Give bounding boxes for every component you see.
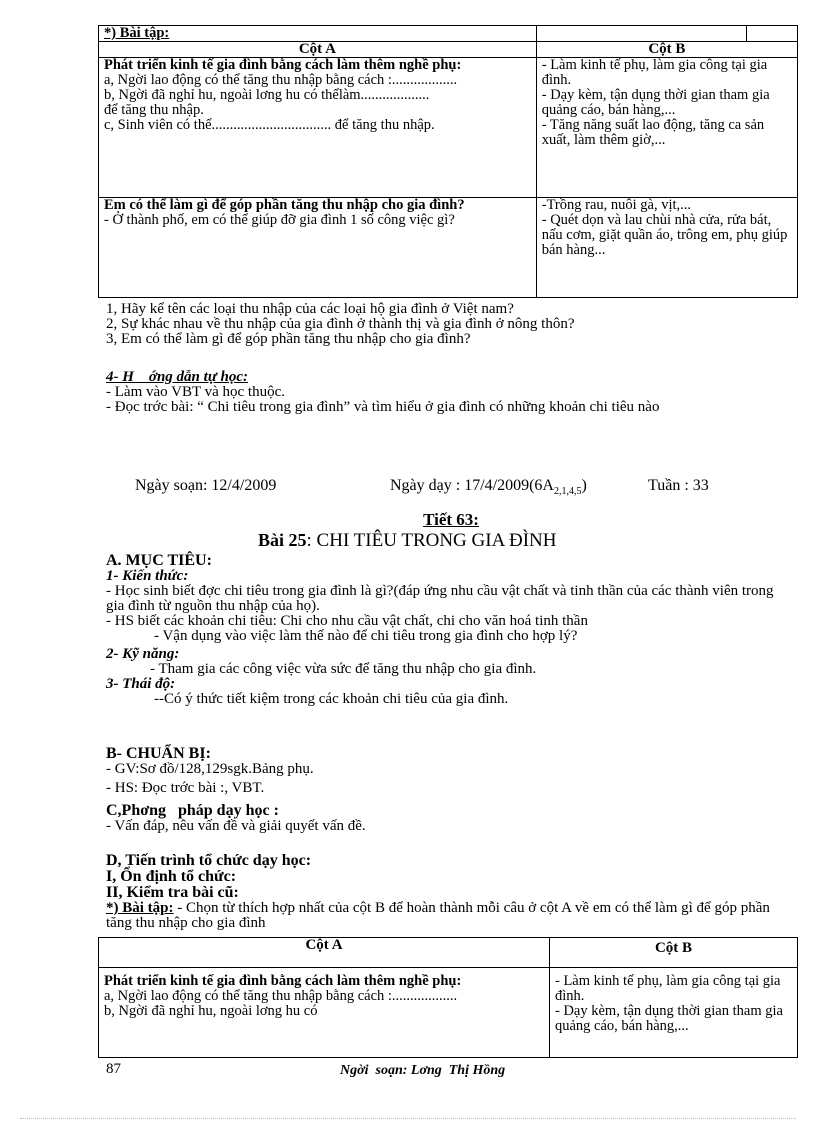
process-section <box>106 853 774 931</box>
bottom-row-answer: - Dạy kèm, tận dụng thời gian tham gia quảng cáo, bán hàng,... <box>555 1003 783 1034</box>
top-exercise-table <box>98 25 798 298</box>
knowledge-item: - Vận dụng vào việc làm thế nào để chi tiêu trong gia đình cho hợp lý? <box>154 628 578 644</box>
process-step-ii: II, Kiểm tra bài cũ: <box>106 884 239 901</box>
teach-date <box>390 478 587 499</box>
row2-answer: - Quét dọn và lau chùi nhà cửa, rửa bát, nấu cơm, giặt quần áo, trông em, phụ giúp bán hàng... <box>541 212 788 258</box>
knowledge-heading: 1- Kiến thức: <box>106 568 189 584</box>
preparation-section <box>106 746 774 796</box>
exercise-label-cell <box>99 26 537 42</box>
question: 3, Em có thể làm gì để góp phần tăng thu nhập cho gia đình? <box>106 331 471 347</box>
bottom-row-title: Phát triển kinh tế gia đình bằng cách làm thêm nghề phụ: <box>104 973 462 989</box>
methods-section <box>106 803 774 834</box>
period-title <box>0 510 816 530</box>
objectives-heading: A. MỤC TIÊU: <box>106 552 212 569</box>
skills-heading: 2- Kỹ năng: <box>106 646 180 662</box>
self-study-heading: 4- H ớng dẫn tự học: <box>106 369 249 385</box>
lesson-name: : CHI TIÊU TRONG GIA ĐÌNH <box>306 530 557 551</box>
column-a-header: Cột A <box>99 42 537 58</box>
bottom-row-column-a <box>99 968 550 1058</box>
bottom-row-column-b <box>550 968 798 1058</box>
knowledge-item: - Học sinh biết đợc chi tiêu trong gia đình là gì?(đáp ứng nhu cầu vật chất và tinh thần của các thành viên trong gia đình từ nguồn thu nhập của họ). <box>106 583 774 614</box>
bottom-exercise-table <box>98 937 798 1058</box>
prep-date: Ngày soạn: 12/4/2009 <box>135 477 277 494</box>
column-b-header: Cột B <box>536 42 797 58</box>
question: 2, Sự khác nhau về thu nhập của gia đình ở thành thị và gia đình ở nông thôn? <box>106 316 575 332</box>
row1-column-a <box>99 58 537 198</box>
row2-title: Em có thể làm gì để góp phần tăng thu nhập cho gia đình? <box>104 197 465 213</box>
process-step-i: I, Ổn định tổ chức: <box>106 868 237 885</box>
methods-heading: C,Phơng pháp dạy học : <box>106 802 279 819</box>
page-divider <box>20 1118 796 1119</box>
teach-date-text: Ngày dạy : 17/4/2009(6A <box>390 477 554 494</box>
preparation-hs: - HS: Đọc trớc bài :, VBT. <box>106 780 265 796</box>
row1-line: b, Ngời đã nghỉ hu, ngoài lơng hu có thểlàm................... <box>104 87 430 103</box>
process-heading: D, Tiến trình tổ chức dạy học: <box>106 852 312 869</box>
blank-cell <box>536 26 746 42</box>
week-number: Tuần : 33 <box>648 477 709 494</box>
row2-answer: -Trồng rau, nuôi gà, vịt,... <box>541 197 692 213</box>
question: 1, Hãy kể tên các loại thu nhập của các loại hộ gia đình ở Việt nam? <box>106 301 514 317</box>
row2-column-b <box>536 198 797 298</box>
process-exercise <box>106 901 774 931</box>
column-a-header: Cột A <box>99 938 550 968</box>
preparation-heading: B- CHUẨN BỊ: <box>106 745 211 762</box>
methods-item: - Vấn đáp, nêu vấn đề và giải quyết vấn đề. <box>106 818 366 834</box>
process-exercise-text: - Chọn từ thích hợp nhất của cột B để hoàn thành mỗi câu ở cột A về em có thể làm gì để góp phần tăng thu nhập cho gia đình <box>106 900 770 931</box>
knowledge-item: - HS biết các khoản chi tiêu: Chi cho nhu cầu vật chất, chi cho văn hoá tinh thần <box>106 613 588 629</box>
attitude-item: --Có ý thức tiết kiệm trong các khoản chi tiêu của gia đình. <box>154 691 509 707</box>
row1-answer: - Dạy kèm, tận dụng thời gian tham gia quảng cáo, bán hàng,... <box>541 87 770 118</box>
skills-item: - Tham gia các công việc vừa sức để tăng thu nhập cho gia đình. <box>150 661 537 677</box>
row1-answer: - Làm kinh tế phụ, làm gia công tại gia đình. <box>541 57 768 88</box>
self-study-line: - Làm vào VBT và học thuộc. <box>106 384 285 400</box>
row2-column-a <box>99 198 537 298</box>
page-number: 87 <box>106 1061 121 1077</box>
row1-column-b <box>536 58 797 198</box>
lesson-number: Bài 25 <box>258 530 307 550</box>
bottom-row-line: a, Ngời lao động có thể tăng thu nhập bằng cách :.................. <box>104 988 458 1004</box>
row1-title: Phát triển kinh tế gia đình bằng cách làm thêm nghề phụ: <box>104 57 462 73</box>
process-exercise-label: *) Bài tập: <box>106 900 174 916</box>
self-study-line: - Đọc trớc bài: “ Chi tiêu trong gia đình” và tìm hiểu ở gia đình có những khoản chi tiêu nào <box>106 399 660 415</box>
row1-line: c, Sinh viên có thể................................. để tăng thu nhập. <box>104 117 435 133</box>
review-questions <box>106 302 786 347</box>
preparation-gv: - GV:Sơ đồ/128,129sgk.Bảng phụ. <box>106 761 314 777</box>
row1-answer: - Tăng năng suất lao động, tăng ca sản xuất, làm thêm giờ,... <box>541 117 765 148</box>
bottom-row-answer: - Làm kinh tế phụ, làm gia công tại gia đình. <box>555 973 781 1004</box>
blank-cell <box>747 26 798 42</box>
self-study-section <box>106 370 776 415</box>
teach-date-close: ) <box>581 477 587 494</box>
objectives-section <box>106 553 774 707</box>
row1-line: để tăng thu nhập. <box>104 102 204 118</box>
bottom-row-line: b, Ngời đã nghỉ hu, ngoài lơng hu có <box>104 1003 318 1019</box>
lesson-title <box>258 530 557 552</box>
row2-line: - Ở thành phố, em có thể giúp đỡ gia đình 1 số công việc gì? <box>104 212 455 228</box>
author-credit: Ngời soạn: Lơng Thị Hồng <box>340 1063 506 1078</box>
exercise-label: *) Bài tập: <box>104 25 170 41</box>
attitude-heading: 3- Thái độ: <box>106 676 176 692</box>
period-label: Tiết 63: <box>423 510 479 529</box>
row1-line: a, Ngời lao động có thể tăng thu nhập bằng cách :.................. <box>104 72 458 88</box>
column-b-header: Cột B <box>550 938 798 968</box>
teach-classes: 2,1,4,5 <box>553 486 582 498</box>
